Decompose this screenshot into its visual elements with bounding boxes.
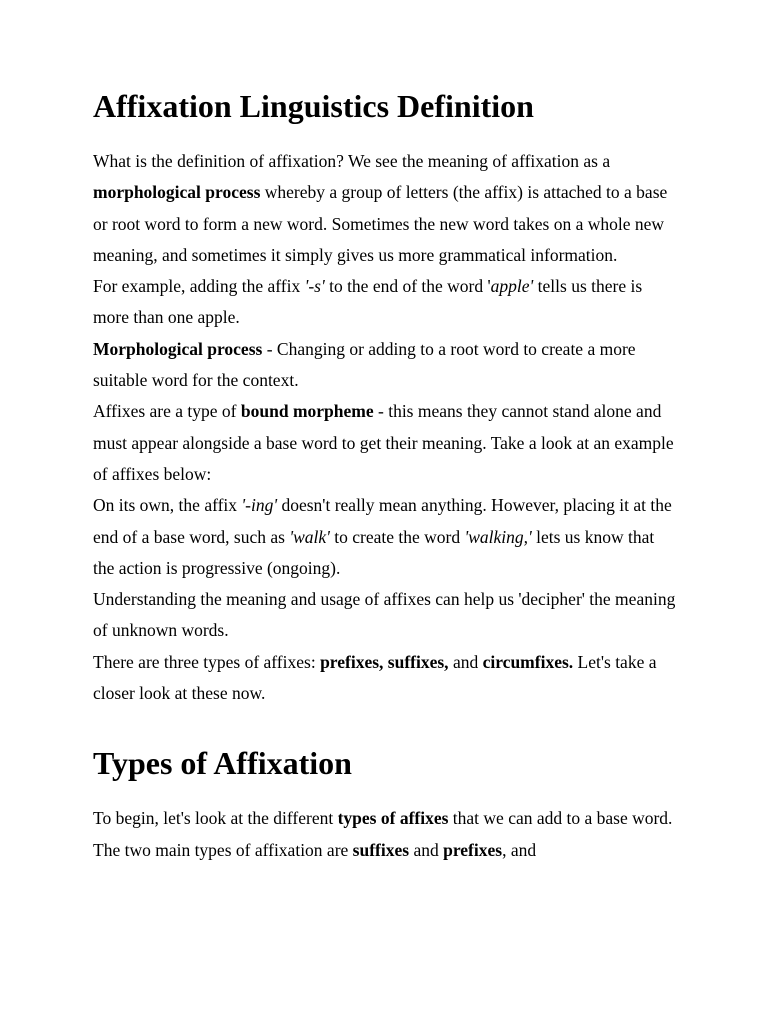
- bold-term: bound morpheme: [240, 401, 374, 422]
- text: To begin, let's look at the different: [93, 808, 338, 829]
- bold-term: prefixes: [443, 839, 503, 860]
- paragraph-bound-morpheme: [93, 396, 677, 490]
- text: On its own, the affix: [93, 495, 242, 516]
- text: - Changing or adding to a root word to create a more suitable word for the context.: [93, 338, 636, 391]
- text: - this means they cannot stand alone and must appear alongside a base word to get their meaning. Take a look at an example of affixes below:: [93, 401, 674, 484]
- paragraph-morphological-process: [93, 334, 677, 397]
- text: that we can add to a base word. The two main types of affixation are: [93, 808, 673, 860]
- text: lets us know that the action is progressive (ongoing).: [93, 526, 655, 578]
- text: Understanding the meaning and usage of affixes can help us 'decipher' the meaning of unknown words.: [93, 589, 676, 641]
- text: whereby a group of letters (the affix) is attached to a base or root word to form a new word. Sometimes the new word takes on a whole new meaning, and sometimes it simply gives us more grammatical information.: [93, 182, 668, 265]
- document-page: [93, 86, 677, 866]
- paragraph-affixation-definition: [93, 146, 677, 271]
- bold-term: circumfixes.: [482, 651, 574, 672]
- paragraph-three-types: [93, 647, 677, 710]
- text: to create the word: [329, 526, 465, 547]
- text: tells us there is more than one apple.: [93, 276, 643, 328]
- bold-term: suffixes: [352, 839, 410, 860]
- italic-term: 'walk': [289, 526, 330, 547]
- bold-term: morphological process: [93, 182, 261, 203]
- paragraph-example-ing: [93, 490, 677, 584]
- text: For example, adding the affix: [93, 276, 305, 297]
- bold-term: Morphological process: [93, 338, 263, 359]
- italic-term: apple': [490, 276, 534, 297]
- paragraph-types-intro: [93, 803, 677, 866]
- text: There are three types of affixes:: [93, 651, 321, 672]
- page-title: Affixation Linguistics Definition: [93, 88, 534, 124]
- italic-term: 'walking,': [464, 526, 532, 547]
- paragraph-example-s: [93, 271, 677, 334]
- bold-term: types of affixes: [337, 808, 449, 829]
- text: Affixes are a type of: [93, 401, 241, 422]
- text: , and: [502, 839, 537, 860]
- text: and: [409, 839, 444, 860]
- section-heading: Types of Affixation: [93, 745, 352, 782]
- paragraph-understanding-affixes: [93, 584, 677, 647]
- italic-term: '-s': [304, 276, 325, 297]
- text: doesn't really mean anything. However, placing it at the end of a base word, such as: [93, 495, 672, 547]
- text: What is the definition of affixation? We see the meaning of affixation as a: [93, 151, 611, 171]
- text: Let's take a closer look at these now.: [93, 651, 657, 704]
- italic-term: '-ing': [241, 495, 278, 516]
- text: and: [448, 651, 483, 672]
- text: to the end of the word ': [324, 276, 491, 297]
- bold-term: prefixes, suffixes,: [320, 651, 449, 672]
